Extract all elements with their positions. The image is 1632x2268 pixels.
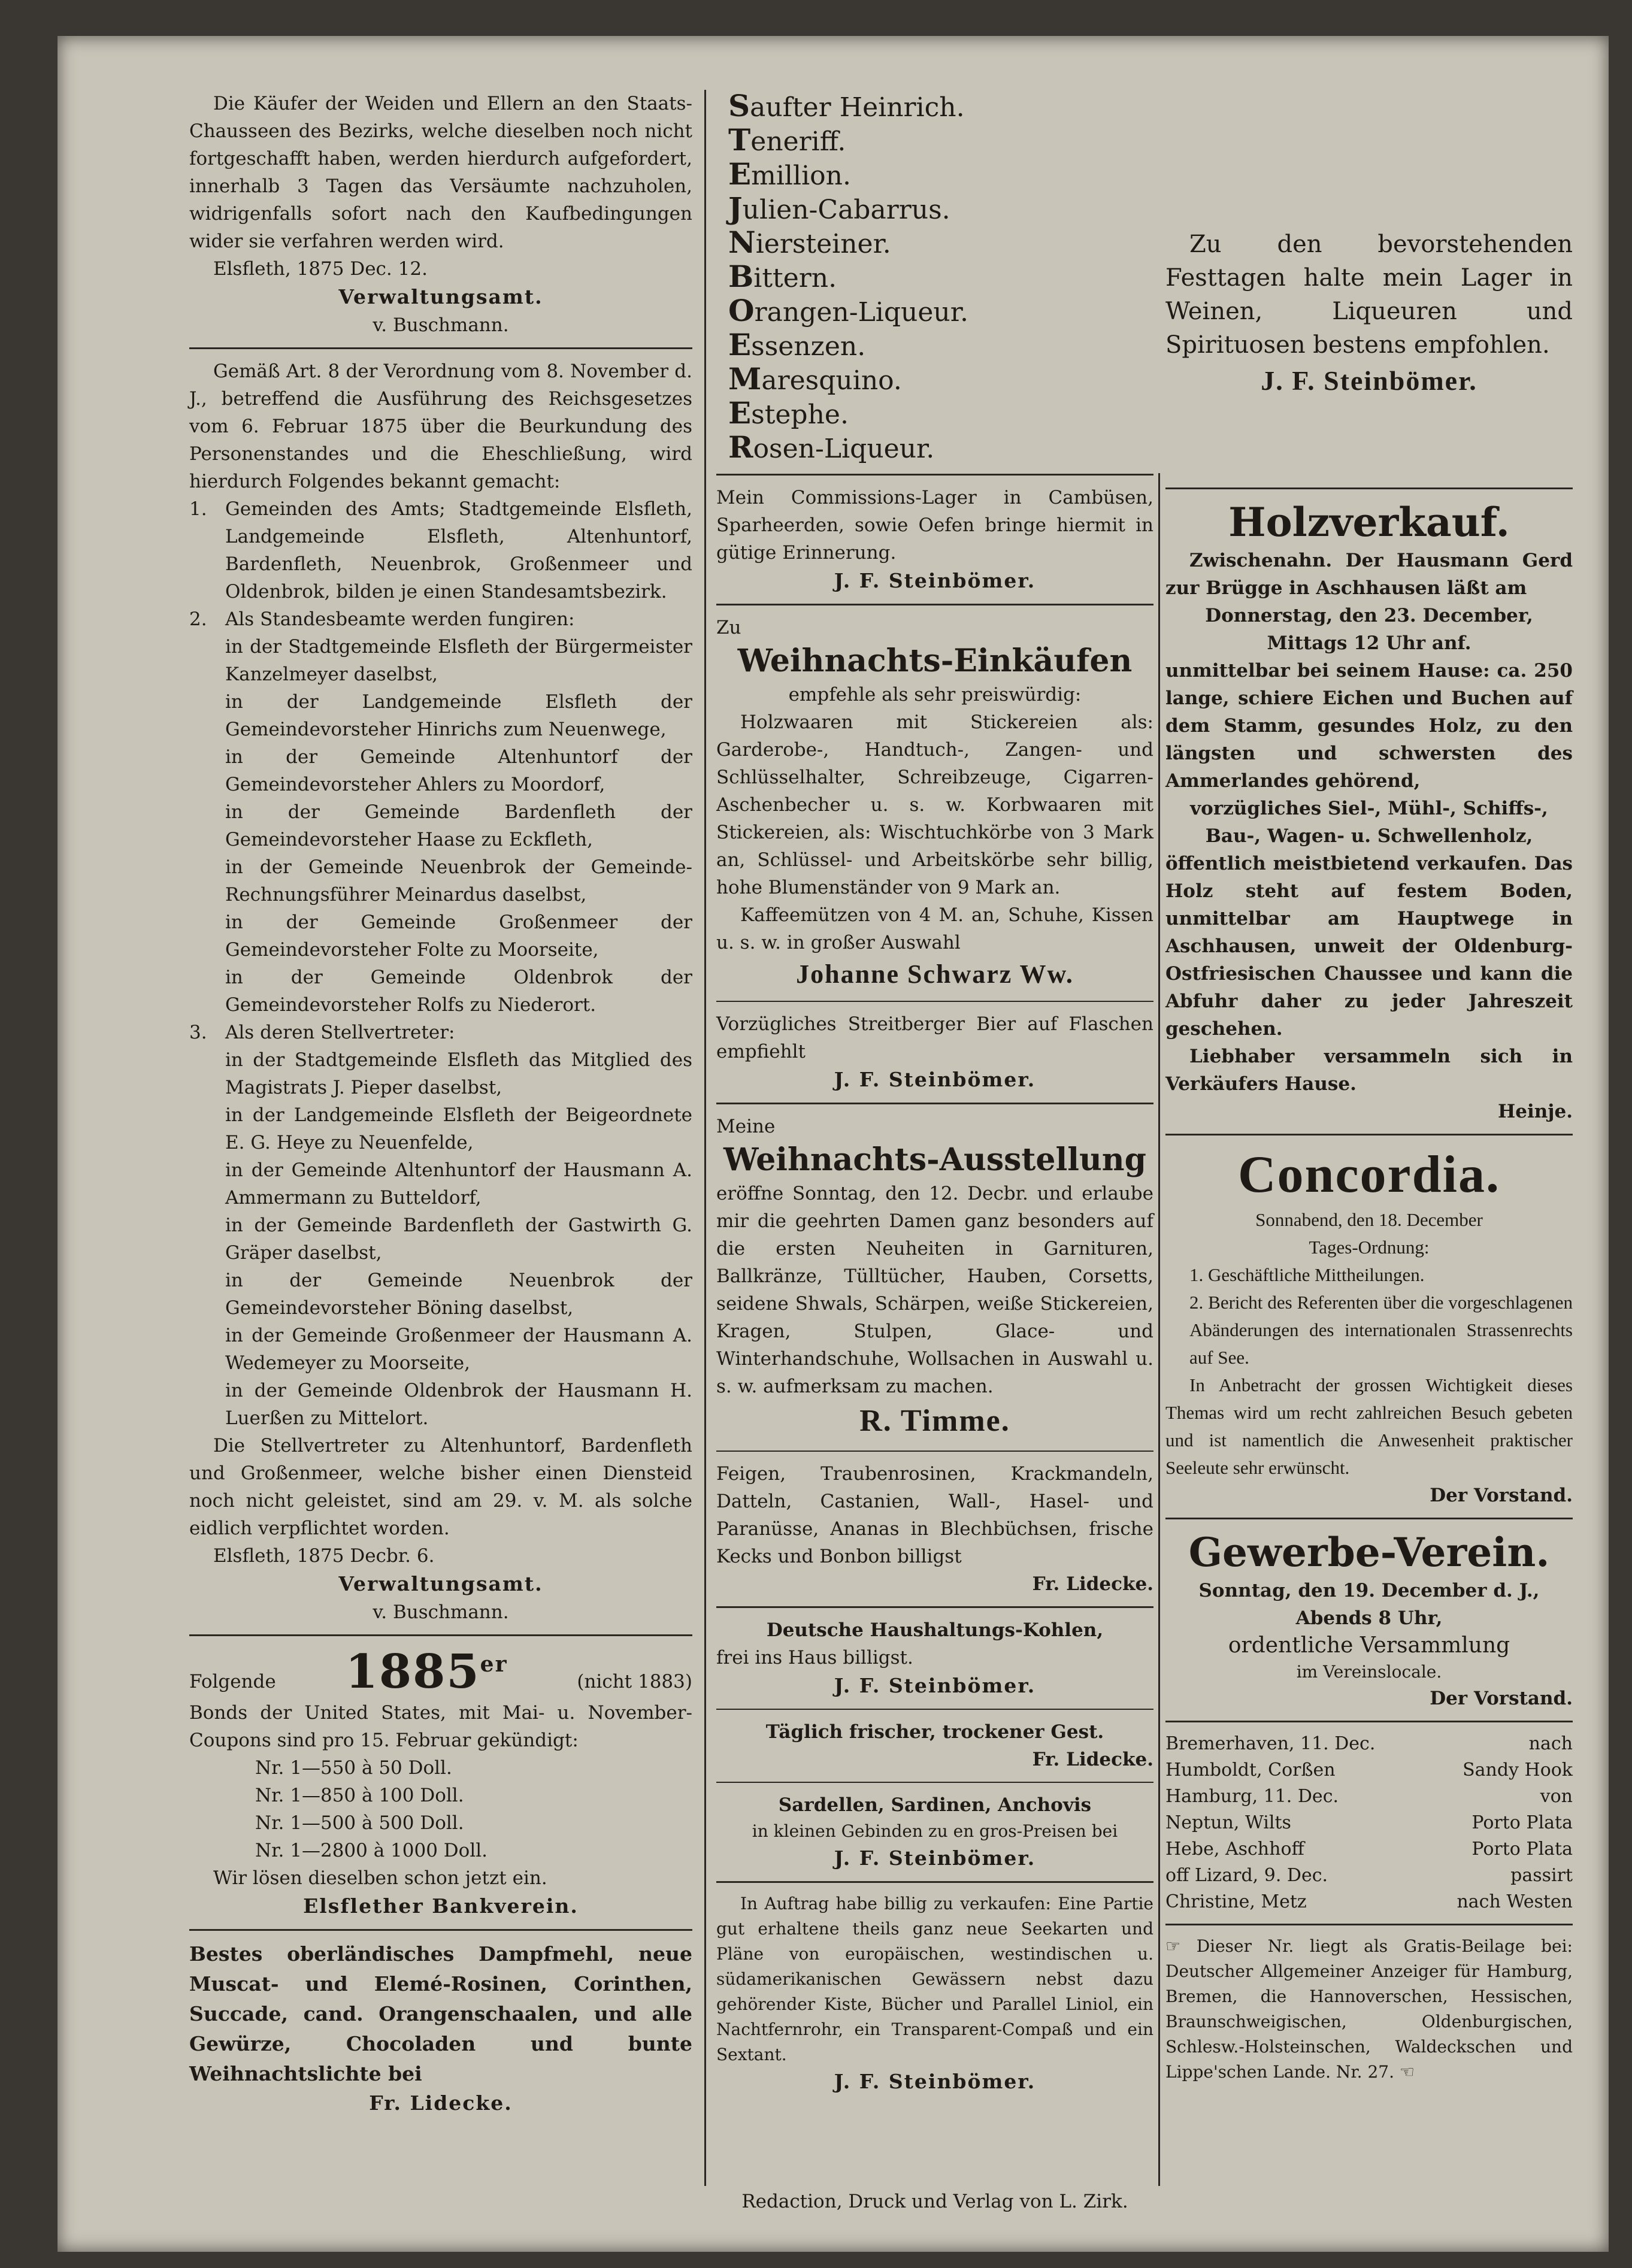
ad-yeast (716, 1718, 1153, 1773)
ad-signature: Der Vorstand. (1430, 1688, 1573, 1709)
wine-item (728, 158, 1153, 192)
wine-item (728, 329, 1153, 363)
divider (1165, 1721, 1573, 1722)
ad-headline: Gewerbe-Verein. (1188, 1529, 1550, 1576)
ad-christmas-shopping (716, 614, 1153, 992)
ad-subline: empfehle als sehr preiswürdig: (788, 684, 1082, 705)
ship-row (1165, 1757, 1573, 1783)
ship-row (1165, 1889, 1573, 1915)
ad-signature: Fr. Lidecke. (1032, 1573, 1153, 1595)
list-item (189, 605, 692, 633)
bond-list-item: Nr. 1—500 à 500 Doll. (255, 1812, 464, 1834)
ad-text: Liebhaber versammeln sich in Verkäufers Hause. (1165, 1046, 1573, 1095)
sub-item: in der Gemeinde Altenhuntorf der Gemeindevorsteher Ahlers zu Moordorf, (225, 746, 692, 795)
ship-left: Hebe, Aschhoff (1165, 1839, 1304, 1860)
sub-item: in der Gemeinde Großenmeer der Gemeindevorsteher Folte zu Moorseite, (225, 912, 692, 961)
wine-initial: O (728, 293, 755, 328)
ship-right: passirt (1510, 1865, 1573, 1886)
ad-intro: Gemäß Art. 8 der Verordnung vom 8. November d. J., betreffend die Ausführung des Reichsgesetzes vom 6. Februar 1875 über die Beurkundung des Personenstandes und die Eheschließung, wird hierdurch Folgendes bekannt gemacht: (189, 361, 692, 492)
bond-list-item: Nr. 1—550 à 50 Doll. (255, 1757, 452, 1779)
divider (716, 474, 1153, 476)
wine-item (728, 363, 1153, 397)
ad-fruits (716, 1460, 1153, 1598)
wine-name: eneriff. (750, 126, 846, 157)
agenda-item: 2. Bericht des Referenten über die vorgeschlagenen Abänderungen des internationalen Strassenrechts auf See. (1189, 1292, 1573, 1368)
divider (716, 1881, 1153, 1883)
ad-text: Vorzügliches Streitberger Bier auf Flaschen empfiehlt (716, 1013, 1153, 1062)
ship-left: Hamburg, 11. Dec. (1165, 1786, 1339, 1807)
sub-item: in der Gemeinde Bardenfleth der Gastwirth G. Gräper daselbst, (225, 1215, 692, 1264)
ad-signature: Fr. Lidecke. (369, 2091, 513, 2115)
ship-right: Sandy Hook (1463, 1760, 1573, 1781)
ship-left: Humboldt, Corßen (1165, 1760, 1336, 1781)
list-number: 2. (189, 608, 207, 630)
ad-signature: J. F. Steinbömer. (834, 1068, 1036, 1091)
list-item (189, 1019, 692, 1046)
ad-closing: Die Stellvertreter zu Altenhuntorf, Bardenfleth und Großenmeer, welche bisher einen Diensteid noch nicht geleistet, sind am 29. v. M. als solche eidlich verpflichtet worden. (189, 1435, 692, 1539)
ad-text: In Anbetracht der grossen Wichtigkeit dieses Themas wird um recht zahlreichen Besuch gebeten und ist namentlich die Anwesenheit praktischer Seeleute sehr erwünscht. (1165, 1374, 1573, 1478)
wine-name: rangen-Liqueur. (754, 297, 968, 328)
ship-row (1165, 1863, 1573, 1889)
sub-item: in der Stadtgemeinde Elsfleth das Mitglied des Magistrats J. Pieper daselbst, (225, 1049, 692, 1098)
list-text: Gemeinden des Amts; Stadtgemeinde Elsfleth, Landgemeinde Elsfleth, Altenhuntorf, Bardenfleth, Neuenbrok, Großenmeer und Oldenbrok, bilden je einen Standesamtsbezirk. (225, 498, 692, 602)
bond-year-number: 1885 (345, 1645, 480, 1699)
ship-right: von (1540, 1786, 1573, 1807)
divider (716, 1451, 1153, 1452)
ad-signature: R. Timme. (859, 1404, 1010, 1438)
ad-headline: Concordia. (1238, 1146, 1500, 1204)
ship-right: Porto Plata (1471, 1812, 1573, 1833)
column-middle (716, 90, 1153, 2096)
ad-trade-association (1165, 1528, 1573, 1712)
divider (716, 1782, 1153, 1783)
wine-item (728, 90, 1153, 124)
ship-row (1165, 1836, 1573, 1863)
ad-flour-spices (189, 1939, 692, 2118)
sub-item: in der Gemeinde Großenmeer der Hausmann A. Wedemeyer zu Moorseite, (225, 1325, 692, 1374)
ad-text: Zu den bevorstehenden Festtagen halte mein Lager in Weinen, Liqueuren und Spirituosen bestens empfohlen. (1165, 231, 1573, 359)
sub-item: in der Stadtgemeinde Elsfleth der Bürgermeister Kanzelmeyer daselbst, (225, 636, 692, 685)
ad-signature-name: v. Buschmann. (373, 314, 509, 336)
ad-date: Sonntag, den 19. December d. J., Abends 8 Uhr, (1198, 1580, 1540, 1629)
ad-subline: Tages-Ordnung: (1309, 1237, 1430, 1258)
wine-item (728, 124, 1153, 158)
ship-left: Bremerhaven, 11. Dec. (1165, 1733, 1376, 1754)
ad-text: Bestes oberländisches Dampfmehl, neue Muscat- und Elemé-Rosinen, Corinthen, Succade, cand. Orangenschaalen, und alle Gewürze, Chocoladen und bunte Weihnachtslichte bei (189, 1942, 692, 2085)
ad-civil-registry (189, 358, 692, 1626)
ad-signature: Verwaltungsamt. (338, 1572, 543, 1595)
ad-signature: J. F. Steinbömer. (834, 1674, 1036, 1697)
ad-text: Zwischenahn. Der Hausmann Gerd zur Brügge in Aschhausen läßt am (1165, 550, 1573, 599)
ad-christmas-exhibition (716, 1113, 1153, 1442)
ship-left: Neptun, Wilts (1165, 1812, 1291, 1833)
ad-festive-wines (1165, 90, 1573, 479)
sub-item: in der Gemeinde Altenhuntorf der Hausmann A. Ammermann zu Butteldorf, (225, 1159, 692, 1209)
ad-signature: J. F. Steinbömer. (834, 569, 1036, 592)
ship-left: Christine, Metz (1165, 1891, 1307, 1912)
wine-item (728, 431, 1153, 465)
wine-item (728, 192, 1153, 226)
shipping-news (1165, 1731, 1573, 1915)
column-rule-right (1158, 473, 1160, 2186)
ad-signature: Johanne Schwarz Ww. (796, 959, 1074, 989)
ship-right: nach (1528, 1733, 1573, 1754)
divider (716, 1001, 1153, 1002)
sub-list (189, 633, 692, 1019)
ad-date: Sonnabend, den 18. December (1255, 1209, 1483, 1230)
ad-text: Mein Commissions-Lager in Cambüsen, Sparheerden, sowie Oefen bringe hiermit in gütige Erinnerung. (716, 487, 1153, 564)
list-text: Als deren Stellvertreter: (225, 1022, 455, 1043)
divider (1165, 1924, 1573, 1925)
wine-initial: J (728, 190, 743, 226)
ad-text: Holzwaaren mit Stickereien als: Garderobe-, Handtuch-, Zangen- und Schlüsselhalter, Schreibzeuge, Cigarren-Aschenbecher u. s. w. Korbwaaren mit Stickereien, als: Wischtuchkörbe von 3 Mark an, Schlüssel- und Arbeitskörbe sehr billig, hohe Blumenständer von 9 Mark an. (716, 711, 1153, 898)
ad-headline: Täglich frischer, trockener Gest. (765, 1721, 1104, 1743)
ad-signature: J. F. Steinbömer. (834, 2070, 1036, 2093)
wine-name: ssenzen. (751, 331, 866, 362)
ad-headline: Holzverkauf. (1228, 499, 1510, 546)
ad-date: Elsfleth, 1875 Dec. 12. (213, 258, 428, 280)
ad-text: öffentlich meistbietend verkaufen. Das Holz steht auf festem Boden, unmittelbar am Hauptwege in Aschhausen, unweit der Oldenburg-Ostfriesischen Chaussee und kann die Abfuhr daher zu jeder Jahreszeit geschehen. (1165, 853, 1573, 1040)
ad-signature: Fr. Lidecke. (1032, 1749, 1153, 1770)
sub-item: in der Landgemeinde Elsfleth der Beigeordnete E. G. Heye zu Neuenfelde, (225, 1104, 692, 1153)
sub-list (189, 1046, 692, 1432)
ad-concordia (1165, 1144, 1573, 1509)
column-rule-left (704, 90, 706, 2186)
ad-headline: Weihnachts-Ausstellung (723, 1141, 1146, 1178)
bond-pre: Folgende (189, 1671, 276, 1692)
ad-signature: J. F. Steinbömer. (834, 1846, 1036, 1870)
bond-year (346, 1645, 508, 1699)
pointing-hand-icon: ☞ (1165, 1936, 1197, 1956)
wine-name: osen-Liqueur. (753, 434, 935, 464)
ad-text (1165, 1934, 1573, 2085)
sub-item: in der Gemeinde Oldenbrok der Gemeindevorsteher Rolfs zu Niederort. (225, 967, 692, 1016)
newspaper-page (57, 36, 1609, 2252)
wine-item (728, 397, 1153, 431)
ad-beer (716, 1010, 1153, 1094)
imprint-footer: Redaction, Druck und Verlag von L. Zirk. (741, 2191, 1128, 2212)
sub-item: in der Gemeinde Neuenbrok der Gemeinde-Rechnungsführer Meinardus daselbst, (225, 856, 692, 906)
wine-name: aresquino. (761, 365, 902, 396)
ad-list: vorzügliches Siel-, Mühl-, Schiffs-, Bau-, Wagen- u. Schwellenholz, (1190, 798, 1548, 847)
column-left (189, 90, 692, 2118)
wine-initial: N (728, 225, 756, 260)
divider (716, 604, 1153, 605)
agenda-item: 1. Geschäftliche Mittheilungen. (1189, 1264, 1425, 1285)
ad-headline: Deutsche Haushaltungs-Kohlen, (766, 1619, 1104, 1641)
ad-text: frei ins Haus billigst. (716, 1647, 913, 1669)
ad-signature: Heinje. (1497, 1101, 1573, 1122)
ad-pre: Zu (716, 617, 741, 638)
ship-row (1165, 1783, 1573, 1810)
divider (1165, 1518, 1573, 1519)
ad-headline: Weihnachts-Einkäufen (737, 643, 1133, 679)
wine-initial: B (728, 259, 754, 294)
ad-sea-charts (716, 1891, 1153, 2096)
ad-text: unmittelbar bei seinem Hause: ca. 250 lange, schiere Eichen und Buchen auf dem Stamm, gesundes Holz, zu den längsten und schwersten des Ammerlandes gehörend, (1165, 660, 1573, 792)
ad-sardines (716, 1791, 1153, 1873)
ad-headline: Sardellen, Sardinen, Anchovis (778, 1794, 1092, 1816)
ad-coal (716, 1616, 1153, 1700)
bond-year-line (189, 1645, 692, 1699)
list-number: 3. (189, 1022, 207, 1043)
ad-text: Feigen, Traubenrosinen, Krackmandeln, Datteln, Castanien, Wall-, Hasel- und Paranüsse, Ananas in Blechbüchsen, frische Kecks und Bonbon billigst (716, 1463, 1153, 1567)
wine-item (728, 295, 1153, 329)
ad-signature: Elsflether Bankverein. (303, 1894, 579, 1918)
divider (716, 1103, 1153, 1104)
wine-name: stephe. (751, 399, 849, 430)
ship-row (1165, 1731, 1573, 1757)
pointing-hand-left-icon: ☜ (1394, 2062, 1415, 2082)
bond-list-item: Nr. 1—850 à 100 Doll. (255, 1785, 464, 1806)
divider (1165, 487, 1573, 489)
wine-name: iersteiner. (755, 229, 891, 259)
ship-row (1165, 1810, 1573, 1836)
ad-text: In Auftrag habe billig zu verkaufen: Eine Partie gut erhaltene theils ganz neue Seekarten und Pläne von europäischen, westindischen u. südamerikanischen Gewässern nebst dazu gehörender Kiste, Bücher und Parallel Liniol, ein Nachtfernrohr, ein Transparent-Compaß und ein Sextant. (716, 1894, 1153, 2064)
ad-text: Wir lösen dieselben schon jetzt ein. (213, 1867, 547, 1889)
ship-right: Porto Plata (1471, 1839, 1573, 1860)
ad-text: Kaffeemützen von 4 M. an, Schuhe, Kissen u. s. w. in großer Auswahl (716, 904, 1153, 953)
wine-item (728, 226, 1153, 261)
bond-list-item: Nr. 1—2800 à 1000 Doll. (255, 1840, 488, 1861)
wine-initial: R (728, 429, 753, 465)
wine-initial: T (728, 122, 751, 158)
sub-item: in der Landgemeinde Elsfleth der Gemeindevorsteher Hinrichs zum Neuenwege, (225, 691, 692, 740)
ad-signature: Der Vorstand. (1430, 1485, 1573, 1506)
wine-initial: S (728, 88, 750, 123)
ad-text: eröffne Sonntag, den 12. Decbr. und erlaube mir die geehrten Damen ganz besonders auf die ersten Neuheiten in Garnituren, Ballkränze, Tülltücher, Hauben, Corsetts, seidene Shwals, Schärpen, weiße Stickereien, Kragen, Stulpen, Glace- und Winterhandschuhe, Wollsachen in Auswahl u. s. w. aufmerksam zu machen. (716, 1183, 1153, 1397)
list-item (189, 495, 692, 605)
sub-item: in der Gemeinde Oldenbrok der Hausmann H. Luerßen zu Mittelort. (225, 1380, 692, 1429)
ad-text-body: Dieser Nr. liegt als Gratis-Beilage bei: Deutscher Allgemeiner Anzeiger für Hamburg, Bremen, die Hannoverschen, Hessischen, Braunschweigischen, Oldenburgischen, Schlesw.-Holsteinschen, Waldeckschen und Lippe'schen Lande. Nr. 27. (1165, 1936, 1573, 2082)
ad-signature-name: v. Buschmann. (373, 1601, 509, 1623)
divider (716, 1606, 1153, 1608)
ad-us-bonds (189, 1645, 692, 1921)
ad-commission-stock (716, 484, 1153, 595)
wine-initial: E (728, 327, 752, 362)
sub-item: in der Gemeinde Bardenfleth der Gemeindevorsteher Haase zu Eckfleth, (225, 801, 692, 850)
wine-initial: M (728, 361, 762, 396)
divider (189, 1634, 692, 1636)
ad-date: Elsfleth, 1875 Decbr. 6. (213, 1545, 435, 1567)
wine-item (728, 261, 1153, 295)
wine-name: ittern. (753, 263, 837, 293)
ad-supplement-notice (1165, 1934, 1573, 2085)
bond-year-suffix: er (480, 1652, 508, 1677)
ship-left: off Lizard, 9. Dec. (1165, 1865, 1328, 1886)
ad-text: in kleinen Gebinden zu en gros-Preisen bei (752, 1821, 1118, 1841)
ad-date: Donnerstag, den 23. December, Mittags 12 Uhr anf. (1205, 605, 1533, 654)
ad-text: Bonds der United States, mit Mai- u. November-Coupons sind pro 15. Februar gekündigt: (189, 1702, 692, 1751)
divider (189, 1929, 692, 1931)
sub-item: in der Gemeinde Neuenbrok der Gemeindevorsteher Böning daselbst, (225, 1270, 692, 1319)
ad-text: Die Käufer der Weiden und Ellern an den Staats-Chausseen des Bezirks, welche dieselben noch nicht fortgeschafft haben, werden hierdurch aufgefordert, innerhalb 3 Tagen das Versäumte nachzuholen, widrigenfalls sofort nach den Kaufbedingungen wider sie verfahren werden wird. (189, 93, 692, 252)
divider (716, 1709, 1153, 1710)
bond-note: (nicht 1883) (577, 1671, 692, 1692)
ad-signature: Verwaltungsamt. (338, 285, 543, 308)
ship-right: nach Westen (1457, 1891, 1573, 1912)
ad-willow-buyers (189, 90, 692, 339)
divider (1165, 1134, 1573, 1135)
column-right (1165, 90, 1573, 2085)
divider (189, 347, 692, 349)
wine-name: aufter Heinrich. (750, 92, 965, 123)
ad-pre: Meine (716, 1116, 776, 1137)
ad-text: ordentliche Versammlung (1228, 1633, 1510, 1658)
wine-initial: E (728, 156, 752, 192)
list-number: 1. (189, 498, 207, 520)
ad-wine-list (716, 90, 1153, 465)
wine-initial: E (728, 395, 752, 431)
list-text: Als Standesbeamte werden fungiren: (225, 608, 575, 630)
ad-signature: J. F. Steinbömer. (1261, 365, 1477, 396)
ad-text: im Vereinslocale. (1296, 1662, 1442, 1682)
wine-name: ulien-Cabarrus. (742, 195, 950, 225)
ad-timber-sale (1165, 498, 1573, 1125)
wine-name: million. (751, 161, 851, 191)
